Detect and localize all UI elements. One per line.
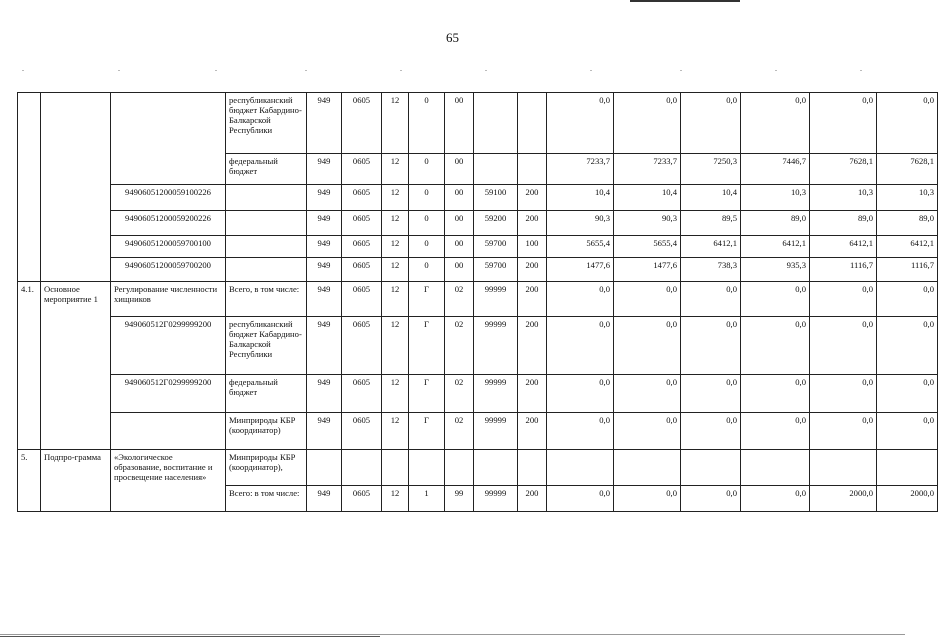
value-cell: 1477,6 — [547, 258, 614, 282]
rz-cell: 0605 — [342, 154, 382, 185]
table-row — [18, 93, 938, 154]
csr-c-cell: 99999 — [474, 375, 518, 413]
csr-b-cell: 00 — [445, 185, 474, 211]
csr-c-cell: 59100 — [474, 185, 518, 211]
rz-cell: 0605 — [342, 317, 382, 375]
csr-a-cell: Г — [409, 375, 445, 413]
csr-c-cell — [474, 450, 518, 486]
value-cell: 0,0 — [614, 317, 681, 375]
csr-a-cell: 0 — [409, 211, 445, 236]
table-row — [18, 413, 938, 450]
pr-cell: 12 — [382, 154, 409, 185]
value-cell: 0,0 — [810, 282, 877, 317]
value-cell: 0,0 — [810, 93, 877, 154]
value-cell: 10,4 — [681, 185, 741, 211]
csr-b-cell: 00 — [445, 236, 474, 258]
grbs-cell: 949 — [307, 93, 342, 154]
value-cell: 10,3 — [877, 185, 938, 211]
pr-cell: 12 — [382, 236, 409, 258]
value-cell: 1477,6 — [614, 258, 681, 282]
code-cell — [111, 93, 226, 185]
value-cell: 5655,4 — [547, 236, 614, 258]
vr-cell: 200 — [518, 375, 547, 413]
pr-cell: 12 — [382, 258, 409, 282]
value-cell: 0,0 — [681, 486, 741, 512]
grbs-cell: 949 — [307, 413, 342, 450]
pr-cell: 12 — [382, 282, 409, 317]
vr-cell: 200 — [518, 317, 547, 375]
value-cell: 1116,7 — [877, 258, 938, 282]
value-cell: 0,0 — [741, 486, 810, 512]
csr-b-cell: 02 — [445, 317, 474, 375]
rz-cell: 0605 — [342, 93, 382, 154]
funding-source-cell: Минприроды КБР (координатор) — [226, 413, 307, 450]
csr-c-cell — [474, 154, 518, 185]
vr-cell — [518, 154, 547, 185]
value-cell: 0,0 — [877, 282, 938, 317]
table-row — [18, 375, 938, 413]
csr-c-cell: 99999 — [474, 317, 518, 375]
value-cell: 0,0 — [810, 317, 877, 375]
csr-c-cell: 59700 — [474, 236, 518, 258]
value-cell: 10,4 — [547, 185, 614, 211]
value-cell: 6412,1 — [877, 236, 938, 258]
measure-name-cell: Регулирование численности хищников — [111, 282, 226, 317]
value-cell — [547, 450, 614, 486]
csr-b-cell: 02 — [445, 413, 474, 450]
value-cell: 935,3 — [741, 258, 810, 282]
value-cell: 738,3 — [681, 258, 741, 282]
row-number-cell: 4.1. — [18, 282, 41, 450]
value-cell — [614, 450, 681, 486]
funding-source-cell: федеральный бюджет — [226, 154, 307, 185]
value-cell: 90,3 — [614, 211, 681, 236]
scan-edge-line — [0, 636, 380, 637]
value-cell: 89,5 — [681, 211, 741, 236]
value-cell: 10,3 — [741, 185, 810, 211]
code-cell: 94906051200059200226 — [111, 211, 226, 236]
csr-b-cell: 00 — [445, 211, 474, 236]
scan-edge-line — [0, 634, 905, 635]
rz-cell: 0605 — [342, 282, 382, 317]
csr-a-cell: 0 — [409, 93, 445, 154]
row-number-cell: 5. — [18, 450, 41, 512]
funding-source-cell: республиканский бюджет Кабардино-Балкарской Республики — [226, 93, 307, 154]
table-row — [18, 185, 938, 211]
funding-source-cell — [226, 258, 307, 282]
funding-source-cell: Минприроды КБР (координатор), — [226, 450, 307, 486]
grbs-cell — [307, 450, 342, 486]
csr-c-cell — [474, 93, 518, 154]
value-cell — [681, 450, 741, 486]
value-cell: 0,0 — [741, 413, 810, 450]
value-cell: 89,0 — [877, 211, 938, 236]
csr-a-cell: 0 — [409, 154, 445, 185]
grbs-cell: 949 — [307, 258, 342, 282]
value-cell: 0,0 — [681, 413, 741, 450]
pr-cell: 12 — [382, 317, 409, 375]
grbs-cell: 949 — [307, 236, 342, 258]
value-cell: 2000,0 — [877, 486, 938, 512]
table-row — [18, 236, 938, 258]
vr-cell: 200 — [518, 185, 547, 211]
page-number: 65 — [446, 30, 459, 45]
value-cell — [810, 450, 877, 486]
csr-c-cell: 59700 — [474, 258, 518, 282]
vr-cell — [518, 93, 547, 154]
code-cell — [111, 413, 226, 450]
value-cell: 0,0 — [810, 413, 877, 450]
value-cell: 10,3 — [810, 185, 877, 211]
pr-cell: 12 — [382, 486, 409, 512]
table-row — [18, 258, 938, 282]
grbs-cell: 949 — [307, 317, 342, 375]
value-cell: 0,0 — [547, 413, 614, 450]
rz-cell: 0605 — [342, 413, 382, 450]
value-cell: 0,0 — [877, 93, 938, 154]
status-cell — [41, 93, 111, 282]
value-cell: 0,0 — [614, 282, 681, 317]
value-cell: 0,0 — [547, 93, 614, 154]
value-cell — [877, 450, 938, 486]
vr-cell: 200 — [518, 211, 547, 236]
value-cell: 7628,1 — [810, 154, 877, 185]
vr-cell: 200 — [518, 413, 547, 450]
csr-a-cell: 0 — [409, 258, 445, 282]
csr-b-cell: 00 — [445, 258, 474, 282]
csr-b-cell: 00 — [445, 93, 474, 154]
vr-cell: 200 — [518, 282, 547, 317]
funding-source-cell: Всего, в том числе: — [226, 282, 307, 317]
budget-table — [17, 92, 938, 512]
grbs-cell: 949 — [307, 486, 342, 512]
value-cell: 0,0 — [681, 375, 741, 413]
dotted-separator — [0, 70, 905, 72]
value-cell: 0,0 — [681, 93, 741, 154]
rz-cell: 0605 — [342, 258, 382, 282]
value-cell: 7446,7 — [741, 154, 810, 185]
funding-source-cell: республиканский бюджет Кабардино-Балкарской Республики — [226, 317, 307, 375]
code-cell: 949060512Г0299999200 — [111, 317, 226, 375]
grbs-cell: 949 — [307, 154, 342, 185]
grbs-cell: 949 — [307, 185, 342, 211]
csr-a-cell: Г — [409, 282, 445, 317]
value-cell: 0,0 — [547, 375, 614, 413]
row-number-cell — [18, 93, 41, 282]
value-cell: 7233,7 — [614, 154, 681, 185]
value-cell: 2000,0 — [810, 486, 877, 512]
value-cell: 0,0 — [681, 282, 741, 317]
pr-cell: 12 — [382, 211, 409, 236]
value-cell: 6412,1 — [810, 236, 877, 258]
csr-a-cell: 0 — [409, 236, 445, 258]
vr-cell: 200 — [518, 258, 547, 282]
value-cell: 0,0 — [614, 375, 681, 413]
csr-c-cell: 99999 — [474, 413, 518, 450]
table-row — [18, 450, 938, 486]
code-cell: 94906051200059700100 — [111, 236, 226, 258]
code-cell: 94906051200059700200 — [111, 258, 226, 282]
csr-c-cell: 99999 — [474, 282, 518, 317]
value-cell: 6412,1 — [741, 236, 810, 258]
value-cell: 0,0 — [741, 282, 810, 317]
value-cell: 7233,7 — [547, 154, 614, 185]
funding-source-cell — [226, 185, 307, 211]
csr-a-cell: Г — [409, 413, 445, 450]
csr-a-cell: 0 — [409, 185, 445, 211]
csr-b-cell: 02 — [445, 375, 474, 413]
value-cell: 0,0 — [741, 317, 810, 375]
status-cell: Подпро-грамма — [41, 450, 111, 512]
rz-cell: 0605 — [342, 486, 382, 512]
value-cell: 90,3 — [547, 211, 614, 236]
value-cell: 0,0 — [614, 486, 681, 512]
value-cell — [741, 450, 810, 486]
rz-cell — [342, 450, 382, 486]
value-cell: 0,0 — [614, 93, 681, 154]
pr-cell: 12 — [382, 93, 409, 154]
pr-cell — [382, 450, 409, 486]
value-cell: 0,0 — [681, 317, 741, 375]
value-cell: 89,0 — [741, 211, 810, 236]
grbs-cell: 949 — [307, 211, 342, 236]
table-row — [18, 317, 938, 375]
code-cell: 94906051200059100226 — [111, 185, 226, 211]
vr-cell: 200 — [518, 486, 547, 512]
value-cell: 0,0 — [547, 317, 614, 375]
value-cell: 7628,1 — [877, 154, 938, 185]
funding-source-cell: федеральный бюджет — [226, 375, 307, 413]
value-cell: 0,0 — [741, 375, 810, 413]
csr-c-cell: 59200 — [474, 211, 518, 236]
csr-a-cell: Г — [409, 317, 445, 375]
funding-source-cell — [226, 236, 307, 258]
value-cell: 7250,3 — [681, 154, 741, 185]
value-cell: 0,0 — [810, 375, 877, 413]
value-cell: 0,0 — [547, 282, 614, 317]
value-cell: 0,0 — [741, 93, 810, 154]
pr-cell: 12 — [382, 185, 409, 211]
value-cell: 1116,7 — [810, 258, 877, 282]
csr-c-cell: 99999 — [474, 486, 518, 512]
table-row — [18, 282, 938, 317]
grbs-cell: 949 — [307, 375, 342, 413]
rz-cell: 0605 — [342, 236, 382, 258]
grbs-cell: 949 — [307, 282, 342, 317]
value-cell: 0,0 — [547, 486, 614, 512]
csr-a-cell — [409, 450, 445, 486]
funding-source-cell — [226, 211, 307, 236]
value-cell: 89,0 — [810, 211, 877, 236]
pr-cell: 12 — [382, 413, 409, 450]
top-edge-mark — [630, 0, 740, 2]
table-row — [18, 211, 938, 236]
rz-cell: 0605 — [342, 375, 382, 413]
value-cell: 0,0 — [877, 375, 938, 413]
value-cell: 6412,1 — [681, 236, 741, 258]
status-cell: Основное мероприятие 1 — [41, 282, 111, 450]
csr-b-cell: 99 — [445, 486, 474, 512]
csr-b-cell: 00 — [445, 154, 474, 185]
csr-a-cell: 1 — [409, 486, 445, 512]
pr-cell: 12 — [382, 375, 409, 413]
code-cell: 949060512Г0299999200 — [111, 375, 226, 413]
csr-b-cell: 02 — [445, 282, 474, 317]
rz-cell: 0605 — [342, 211, 382, 236]
subprogram-name-cell: «Экологическое образование, воспитание и просвещение населения» — [111, 450, 226, 512]
value-cell: 0,0 — [877, 317, 938, 375]
value-cell: 10,4 — [614, 185, 681, 211]
vr-cell: 100 — [518, 236, 547, 258]
value-cell: 0,0 — [877, 413, 938, 450]
rz-cell: 0605 — [342, 185, 382, 211]
value-cell: 0,0 — [614, 413, 681, 450]
vr-cell — [518, 450, 547, 486]
value-cell: 5655,4 — [614, 236, 681, 258]
csr-b-cell — [445, 450, 474, 486]
funding-source-cell: Всего: в том числе: — [226, 486, 307, 512]
